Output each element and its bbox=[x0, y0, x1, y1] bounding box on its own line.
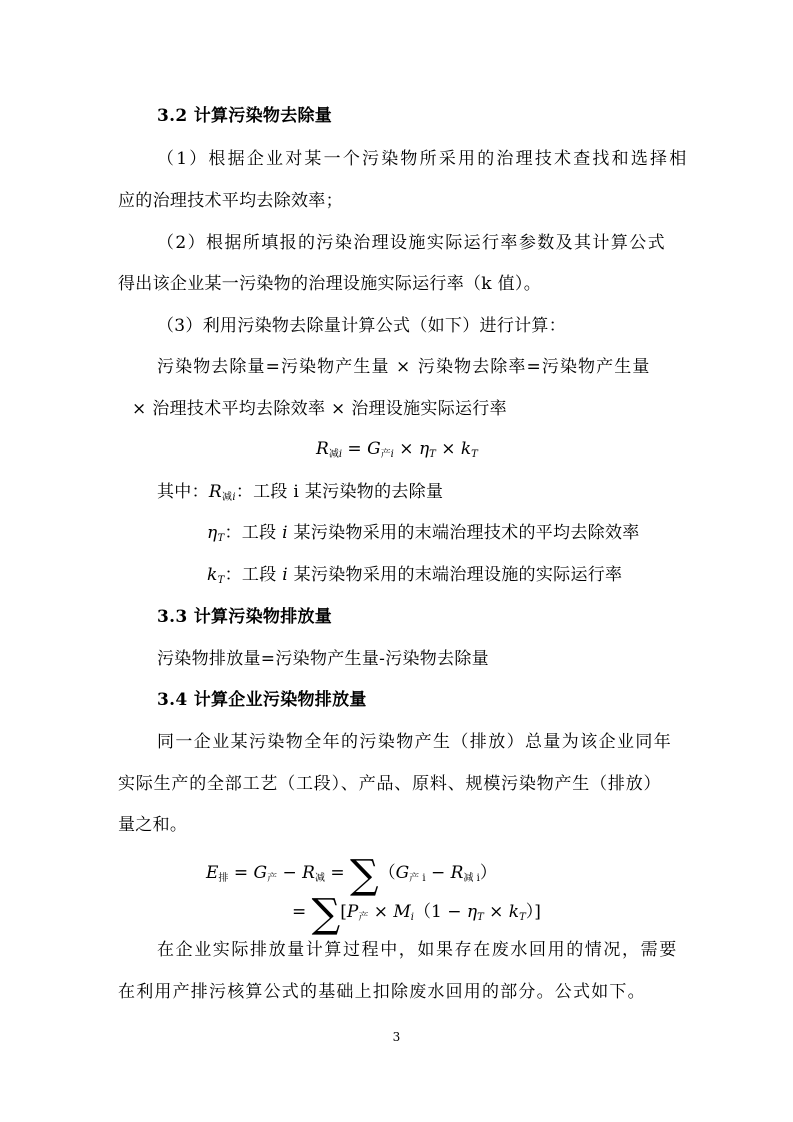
page-number: 3 bbox=[392, 1030, 401, 1044]
equation-text-line2: × 治理技术平均去除效率 × 治理设施实际运行率 bbox=[132, 399, 507, 419]
paragraph-item1-line2: 应的治理技术平均去除效率； bbox=[118, 191, 343, 211]
equation-text-line1: 污染物去除量=污染物产生量 × 污染物去除率=污染物产生量 bbox=[157, 357, 651, 377]
section-heading-3-3: 3.3 计算污染物排放量 bbox=[157, 607, 333, 627]
paragraph-item1-line1: （1）根据企业对某一个污染物所采用的治理技术查找和选择相 bbox=[157, 149, 689, 169]
paragraph-total-line3: 量之和。 bbox=[118, 815, 188, 835]
formula-total-line1: $E_排 = G_产 - R_减 = \sum(G_{产 i} - R_{减 i})$ bbox=[206, 852, 497, 898]
section-heading-3-4: 3.4 计算企业污染物排放量 bbox=[157, 690, 367, 710]
summation-icon: ∑ bbox=[350, 852, 379, 898]
paragraph-reuse-line2: 在利用产排污核算公式的基础上扣除废水回用的部分。公式如下。 bbox=[118, 982, 646, 1002]
section-heading-3-2: 3.2 计算污染物去除量 bbox=[157, 106, 333, 126]
where-k-line: kT：工段 i 某污染物采用的末端治理设施的实际运行率 bbox=[207, 565, 623, 586]
where-R-line: 其中：$R_减i$：工段 i 某污染物的去除量 bbox=[157, 482, 444, 503]
paragraph-total-line1: 同一企业某污染物全年的污染物产生（排放）总量为该企业同年 bbox=[157, 732, 673, 752]
paragraph-item2-line2: 得出该企业某一污染物的治理设施实际运行率（k 值）。 bbox=[118, 274, 542, 294]
summation-icon: ∑ bbox=[311, 891, 341, 937]
paragraph-item3: （3）利用污染物去除量计算公式（如下）进行计算： bbox=[157, 316, 567, 336]
paragraph-item2-line1: （2）根据所填报的污染治理设施实际运行率参数及其计算公式 bbox=[157, 233, 667, 253]
formula-removal: $R_减i = G_产i \times \eta T$ × kT bbox=[316, 439, 478, 460]
formula-total-line2: = $\sum[P_产 \times Mi(1 - \eta T \times kT)]$ bbox=[292, 891, 541, 937]
paragraph-total-line2: 实际生产的全部工艺（工段）、产品、原料、规模污染物产生（排放） bbox=[118, 774, 662, 794]
paragraph-discharge: 污染物排放量=污染物产生量-污染物去除量 bbox=[157, 649, 489, 669]
paragraph-reuse-line1: 在企业实际排放量计算过程中，如果存在废水回用的情况，需要 bbox=[157, 940, 678, 960]
where-eta-line: ηT：工段 i 某污染物采用的末端治理技术的平均去除效率 bbox=[207, 523, 640, 544]
